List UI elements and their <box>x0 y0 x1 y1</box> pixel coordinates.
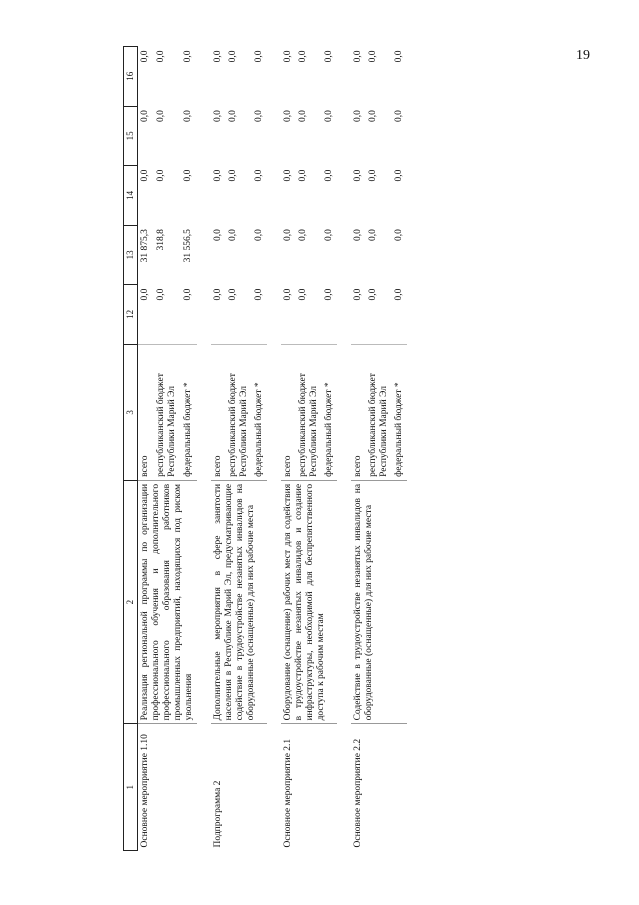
value-cell: 0,0 <box>368 50 378 63</box>
funding-source-cell: федеральный бюджет * <box>322 344 337 480</box>
value-cell: 0,0 <box>140 110 150 122</box>
value-cell: 0,0 <box>155 50 166 63</box>
value-cell: 0,0 <box>183 288 194 301</box>
budget-table <box>123 46 407 851</box>
value-cell: 0,0 <box>155 169 166 182</box>
value-cell: 0,0 <box>324 50 334 63</box>
funding-source-cell: республиканский бюджет Республики Марий Эл <box>366 344 392 480</box>
funding-source-cell: федеральный бюджет * <box>181 344 197 480</box>
spacer-cell <box>197 47 211 851</box>
value-cell: 0,0 <box>283 169 293 182</box>
column-header: 12 <box>124 285 138 345</box>
value-cell: 318,8 <box>155 229 166 251</box>
funding-source-cell: всего <box>351 344 366 480</box>
value-cell: 0,0 <box>394 169 404 182</box>
value-cell: 0,0 <box>183 50 194 63</box>
value-cell: 0,0 <box>213 110 223 122</box>
value-cell: 0,0 <box>394 288 404 301</box>
value-cell: 0,0 <box>283 288 293 301</box>
column-header: 1 <box>124 724 138 851</box>
column-header: 13 <box>124 225 138 285</box>
funding-source-cell: всего <box>211 344 226 480</box>
value-cell: 0,0 <box>155 288 166 301</box>
value-cell: 0,0 <box>353 110 363 122</box>
funding-source-cell: республиканский бюджет Республики Марий Эл <box>296 344 322 480</box>
value-cell: 0,0 <box>353 229 363 241</box>
value-cell: 0,0 <box>324 229 334 241</box>
row-spacer <box>197 47 211 851</box>
value-cell: 0,0 <box>140 169 150 182</box>
value-cell: 0,0 <box>228 229 238 241</box>
value-cell: 0,0 <box>283 110 293 122</box>
row-description-cell: Оборудование (оснащение) рабочих мест для содействия в трудоустройстве незанятых инвалидов и создание инфраструктуры, необходимой для беспрепятственного доступа к рабочим местам <box>281 480 337 724</box>
value-cell: 0,0 <box>394 110 404 122</box>
value-cell: 0,0 <box>213 229 223 241</box>
table-row <box>351 47 366 851</box>
table-row <box>138 47 154 851</box>
row-id-cell: Подпрограмма 2 <box>211 724 267 851</box>
value-cell: 0,0 <box>213 169 223 182</box>
value-cell: 0,0 <box>353 50 363 63</box>
value-cell: 0,0 <box>254 229 264 241</box>
value-cell: 0,0 <box>213 288 223 301</box>
value-cell: 0,0 <box>155 110 166 122</box>
value-cell: 0,0 <box>254 50 264 63</box>
value-cell: 0,0 <box>283 50 293 63</box>
funding-source-cell: всего <box>138 344 154 480</box>
column-header: 2 <box>124 480 138 724</box>
value-cell: 0,0 <box>394 229 404 241</box>
spacer-cell <box>337 47 351 851</box>
value-cell: 0,0 <box>298 169 308 182</box>
value-cell: 0,0 <box>228 169 238 182</box>
value-cell: 0,0 <box>183 169 194 182</box>
value-cell: 0,0 <box>213 50 223 63</box>
value-cell: 0,0 <box>183 110 194 122</box>
value-cell: 0,0 <box>254 110 264 122</box>
table-body <box>138 47 408 851</box>
column-header: 15 <box>124 106 138 166</box>
value-cell: 0,0 <box>228 50 238 63</box>
row-id-cell: Основное мероприятие 2.2 <box>351 724 407 851</box>
value-cell: 0,0 <box>140 50 150 63</box>
column-header: 14 <box>124 166 138 226</box>
value-cell: 0,0 <box>353 169 363 182</box>
value-cell: 0,0 <box>368 110 378 122</box>
funding-source-cell: федеральный бюджет * <box>252 344 267 480</box>
rotated-table-container <box>123 46 513 851</box>
row-description-cell: Реализация региональной программы по организации профессионального обучения и дополнительного профессионального образования работников промышленных предприятий, находящихся под риском увольнения <box>138 480 198 724</box>
value-cell: 0,0 <box>228 288 238 301</box>
value-cell: 0,0 <box>324 169 334 182</box>
value-cell: 0,0 <box>298 229 308 241</box>
value-cell: 0,0 <box>254 169 264 182</box>
funding-source-cell: всего <box>281 344 296 480</box>
value-cell: 0,0 <box>228 110 238 122</box>
value-cell: 0,0 <box>394 50 404 63</box>
value-cell: 0,0 <box>353 288 363 301</box>
table-row <box>281 47 296 851</box>
row-id-cell: Основное мероприятие 2.1 <box>281 724 337 851</box>
funding-source-cell: федеральный бюджет * <box>392 344 407 480</box>
column-header: 3 <box>124 344 138 480</box>
value-cell: 0,0 <box>368 169 378 182</box>
value-cell: 0,0 <box>254 288 264 301</box>
value-cell: 0,0 <box>140 288 150 301</box>
value-cell: 0,0 <box>324 110 334 122</box>
column-header: 16 <box>124 47 138 107</box>
value-cell: 0,0 <box>298 288 308 301</box>
page-number: 19 <box>576 48 590 63</box>
value-cell: 0,0 <box>368 229 378 241</box>
row-description-cell: Дополнительные мероприятия в сфере занятости населения в Республике Марий Эл, предусматривающие содействие в трудоустройстве незанятых инвалидов на оборудованные (оснащенные) для них рабочие места <box>211 480 267 724</box>
header-row <box>124 47 138 851</box>
table-row <box>211 47 226 851</box>
row-id-cell: Основное мероприятие 1.10 <box>138 724 198 851</box>
value-cell: 31 875,3 <box>140 229 150 263</box>
value-cell: 0,0 <box>324 288 334 301</box>
value-cell: 0,0 <box>283 229 293 241</box>
value-cell: 31 556,5 <box>183 229 194 263</box>
value-cell: 0,0 <box>368 288 378 301</box>
funding-source-cell: республиканский бюджет Республики Марий Эл <box>226 344 252 480</box>
value-cell: 0,0 <box>298 50 308 63</box>
funding-source-cell: республиканский бюджет Республики Марий Эл <box>154 344 181 480</box>
value-cell: 0,0 <box>298 110 308 122</box>
row-description-cell: Содействие в трудоустройстве незанятых инвалидов на оборудованные (оснащенные) для них рабочие места <box>351 480 407 724</box>
spacer-cell <box>267 47 281 851</box>
row-spacer <box>267 47 281 851</box>
row-spacer <box>337 47 351 851</box>
